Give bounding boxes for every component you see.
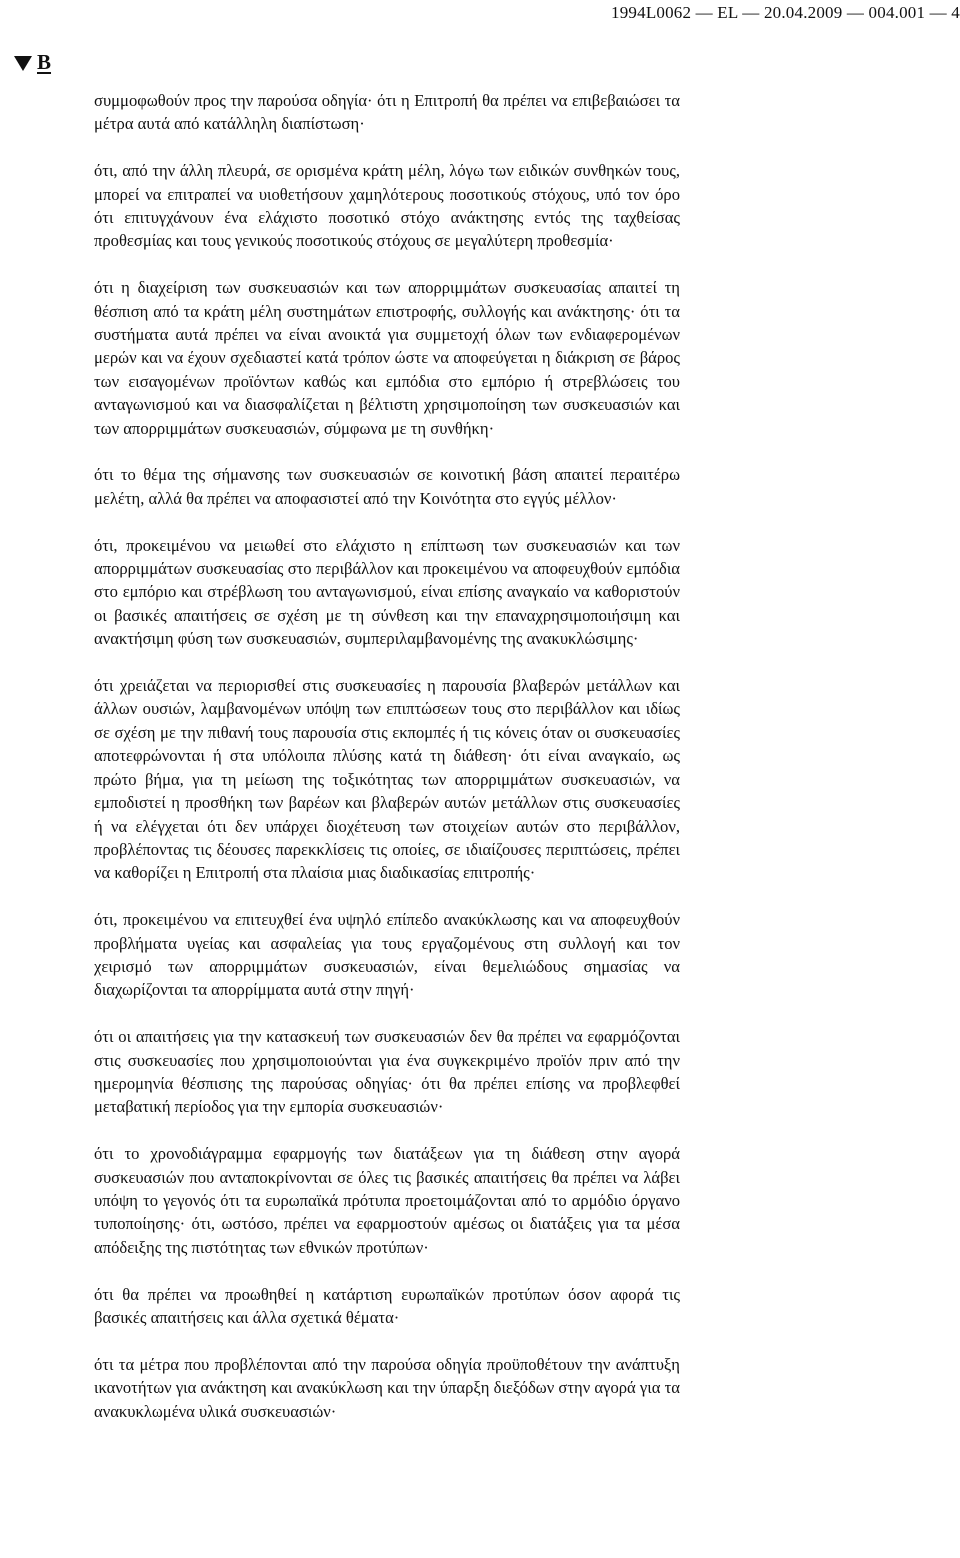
recital-paragraph: ότι χρειάζεται να περιορισθεί στις συσκευασίες η παρουσία βλαβερών μετάλλων και άλλων ουσιών, λαμβανομένων υπόψη των επιπτώσεων τους στο περιβάλλον και ιδίως σε σχέση με την πιθανή τους παρουσία στις εκπομπές ή τις κόνεις όταν οι συσκευασίες αποτεφρώνονται ή στα υπόλοιπα πλύσης κατά τη διάθεση· ότι είναι αναγκαίο, ως πρώτο βήμα, για τη μείωση της τοξικότητας των απορριμμάτων συσκευασιών, να εμποδιστεί η προσθήκη των βαρέων και βλαβερών αυτών μετάλλων στις συσκευασίες ή να ελέγχεται ότι δεν υπάρχει διοχέτευση των στοιχείων αυτών στο περιβάλλον, προβλέποντας τις δέουσες παρεκκλίσεις τις οποίες, σε ιδιαίζουσες περιπτώσεις, πρέπει να καθορίζει η Επιτροπή στα πλαίσια μιας διαδικασίας επιτροπής· — [94, 676, 680, 883]
recital-paragraph: ότι, από την άλλη πλευρά, σε ορισμένα κράτη μέλη, λόγω των ειδικών συνθηκών τους, μπορεί να επιτραπεί να υιοθετήσουν χαμηλότερους ποσοτικούς στόχους, υπό τον όρο ότι επιτυγχάνουν ένα ελάχιστο ποσοτικό στόχο ανάκτησης εντός της ταχθείσας προθεσμίας και τους γενικούς ποσοτικούς στόχους σε μεγαλύτερη προθεσμία· — [94, 161, 680, 251]
recital-paragraph: ότι το θέμα της σήμανσης των συσκευασιών σε κοινοτική βάση απαιτεί περαιτέρω μελέτη, αλλά θα πρέπει να αποφασιστεί από την Κοινότητα στο εγγύς μέλλον· — [94, 465, 680, 508]
recital-paragraph: ότι το χρονοδιάγραμμα εφαρμογής των διατάξεων για τη διάθεση στην αγορά συσκευασιών που ανταποκρίνονται σε όλες τις βασικές απαιτήσεις θα πρέπει να λάβει υπόψη το γεγονός ότι τα ευρωπαϊκά πρότυπα προετοιμάζονται από το αρμόδιο όργανο τυποποίησης· ότι, ωστόσο, πρέπει να εφαρμοστούν αμέσως οι διατάξεις για τα μέσα απόδειξης της πιστότητας των εθνικών προτύπων· — [94, 1144, 680, 1257]
recital-paragraph: ότι οι απαιτήσεις για την κατασκευή των συσκευασιών δεν θα πρέπει να εφαρμόζονται στις συσκευασίες που χρησιμοποιούνται για ένα συγκεκριμένο προϊόν πριν από την ημερομηνία θέσπισης της παρούσας οδηγίας· ότι θα πρέπει επίσης να προβλεφθεί μεταβατική περίοδος για την εμπορία συσκευασιών· — [94, 1027, 680, 1117]
recital-paragraph: ότι τα μέτρα που προβλέπονται από την παρούσα οδηγία προϋποθέτουν την ανάπτυξη ικανοτήτων για ανάκτηση και ανακύκλωση και την ύπαρξη διεξόδων στην αγορά για τα ανακυκλωμένα υλικά συσκευασιών· — [94, 1354, 680, 1421]
amendment-marker — [14, 50, 51, 74]
down-triangle-icon — [14, 56, 32, 71]
document-body — [94, 89, 680, 1423]
recital-paragraph: ότι θα πρέπει να προωθηθεί η κατάρτιση ευρωπαϊκών προτύπων όσον αφορά τις βασικές απαιτήσεις και άλλα σχετικά θέματα· — [94, 1284, 680, 1327]
recital-paragraph: ότι, προκειμένου να μειωθεί στο ελάχιστο η επίπτωση των συσκευασιών και των απορριμμάτων συσκευασίας στο περιβάλλον και προκειμένου να αποφευχθούν εμπόδια στο εμπόριο και στρέβλωση του ανταγωνισμού, είναι επίσης αναγκαίο να καθοριστούν οι βασικές απαιτήσεις σε σχέση με τη σύνθεση και την επαναχρησιμοποιήσιμη και ανακτήσιμη φύση των συσκευασιών, συμπεριλαμβανομένης της ανακυκλώσιμης· — [94, 535, 680, 649]
document-reference-header: 1994L0062 — EL — 20.04.2009 — 004.001 — 4 — [611, 3, 960, 22]
recital-paragraph: ότι η διαχείριση των συσκευασιών και των απορριμμάτων συσκευασίας απαιτεί τη θέσπιση από τα κράτη μέλη συστημάτων επιστροφής, συλλογής και ανάκτησης· ότι τα συστήματα αυτά πρέπει να είναι ανοικτά για συμμετοχή όλων των ενδιαφερομένων μερών και να έχουν σχεδιαστεί κατά τρόπον ώστε να αποφεύγεται η διάκριση σε βάρος των εισαγομένων προϊόντων καθώς και εμπόδια στο εμπόριο ή στρεβλώσεις του ανταγωνισμού και να διασφαλίζεται η βέλτιστη χρησιμοποίηση των συσκευασιών και των απορριμμάτων συσκευασιών, σύμφωνα με τη συνθήκη· — [94, 278, 680, 438]
amendment-marker-label: B — [37, 50, 52, 74]
recital-paragraph: συμμοφωθούν προς την παρούσα οδηγία· ότι η Επιτροπή θα πρέπει να επιβεβαιώσει τα μέτρα αυτά από κατάλληλη διαπίστωση· — [94, 91, 680, 134]
recital-paragraph: ότι, προκειμένου να επιτευχθεί ένα υψηλό επίπεδο ανακύκλωσης και να αποφευχθούν προβλήματα υγείας και ασφαλείας για τους εργαζομένους στη συλλογή και τον χειρισμό των απορριμμάτων συσκευασιών, είναι θεμελιώδους σημασίας να διαχωρίζονται τα απορρίμματα αυτά στην πηγή· — [94, 910, 680, 1000]
